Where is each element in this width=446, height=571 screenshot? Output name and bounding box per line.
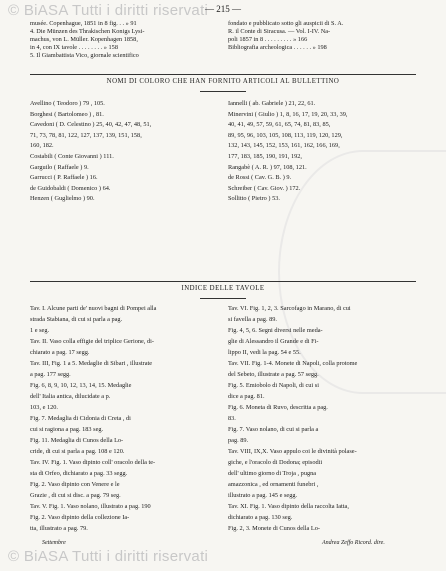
text-line: 83. [228, 415, 236, 422]
text-line: dell' Italia antica, dilucidate a p. [30, 393, 111, 400]
text-line: chiarato a pag. 17 segg. [30, 349, 90, 356]
text-line: Iannelli ( ab. Gabriele ) 21, 22, 61. [228, 100, 316, 107]
text-line: sta di Orfeo, dichiarato a pag. 33 segg. [30, 470, 128, 477]
text-line: Fig. 7. Medaglia di Cidonia di Creta , di [30, 415, 131, 422]
text-line: Fig. 7. Vaso nolano, di cui si parla a [228, 426, 319, 433]
text-line: Tav. XI. Fig. 1. Vaso dipinto della raccolta Iatta, [228, 503, 349, 510]
text-line: cride, di cui si parla a pag. 108 e 120. [30, 448, 125, 455]
footer-signature: Andrea Zeffo Ricord. dire. [322, 540, 385, 546]
text-line: 5. Il Giambattista Vico, giornale scientifico [30, 52, 139, 59]
watermark-top: © BiASA Tutti i diritti riservati [8, 2, 209, 19]
text-line: Tav. IV. Fig. 1. Vaso dipinto coll' oracolo della te- [30, 459, 156, 466]
text-line: cui si ragiona a pag. 183 seg. [30, 426, 104, 433]
text-line: Fig. 2, 3. Monete di Cunos della Lo- [228, 525, 320, 532]
text-line: Grazie , di cui si disc. a pag. 79 seg. [30, 492, 121, 499]
text-line: tta, illustrato a pag. 79. [30, 525, 88, 532]
text-line: 103, e 120. [30, 404, 58, 411]
text-line: R. il Conte di Siracusa. — Vol. I-IV. Na- [228, 28, 331, 35]
text-line: Rangabè ( A. R. ) 97, 108, 121. [228, 163, 307, 171]
text-line: 1 e seg. [30, 327, 50, 334]
text-line: Borghesi ( Bartolomeo ) , 81. [30, 110, 104, 118]
text-line: 160, 182. [30, 142, 54, 150]
text-line: musée. Copenhague, 1851 in 8 fig. . . » 91 [30, 20, 137, 27]
library-stamp [278, 150, 446, 394]
text-line: Garrucci ( P. Raffaele ) 16. [30, 174, 98, 182]
text-line: Tav. II. Vaso colla effigie del triplice Gerione, di- [30, 338, 154, 345]
text-line: Cavedoni ( D. Celestino ) 25, 40, 42, 47, 48, 51, [30, 121, 152, 129]
text-line: Avellino ( Teodoro ) 79 , 105. [30, 100, 105, 107]
text-line: Fig. 5. Emiobolo di Napoli, di cui si [228, 382, 319, 389]
text-line: 40, 41, 49, 57, 59, 61, 65, 74, 81, 83, 85, [228, 121, 331, 129]
text-line: Fig. 2. Vaso dipinto della collezione Ia- [30, 514, 130, 521]
page-number: — 215 — [205, 4, 241, 14]
text-line: machus, von L. Müller. Kopenhagen 1858, [30, 36, 138, 43]
text-line: del Sebeto, illustrate a pag. 57 segg. [228, 371, 319, 378]
text-line: Costabili ( Conte Giovanni ) 111. [30, 153, 114, 160]
text-line: si favella a pag. 89. [228, 316, 277, 323]
text-line: Garguilo ( Raffaele ) 9. [30, 163, 89, 171]
text-line: 89, 95, 96, 103, 105, 108, 113, 119, 120, 129, [228, 131, 343, 139]
text-line: Fig. 4, 5, 6. Segni diversi nelle meda- [228, 327, 323, 334]
text-line: a pag. 177 segg. [30, 371, 71, 378]
text-line: Tav. I. Alcune parti de' nuovi bagni di Pompei alla [30, 305, 157, 312]
text-line: Tav. VIII, IX,X. Vaso appulo coi le divinità polase- [228, 448, 357, 455]
text-line: fondato e pubblicato sotto gli auspicii di S. A. [228, 20, 344, 27]
watermark-bottom: © BiASA Tutti i diritti riservati [8, 548, 209, 565]
text-line: poli 1857 in 8 . . . . . . . . . » 166 [228, 36, 308, 43]
text-line: Sollitto ( Pietro ) 53. [228, 195, 280, 203]
text-line: Fig. 11. Medaglia di Cunos della Lo- [30, 437, 124, 444]
text-line: Bibliografia archeologica . . . . . . » 198 [228, 44, 327, 51]
section-divider [30, 281, 416, 282]
text-line: Fig. 6. Moneta di Ruvo, descritta a pag. [228, 404, 328, 411]
text-line: Henzen ( Guglielmo ) 90. [30, 195, 95, 203]
text-line: lippo II, vedi la pag. 54 e 55. [228, 349, 301, 356]
text-line: in 4, con IX tavole . . . . . . . . » 158 [30, 44, 118, 51]
text-line: illustrato a pag. 145 e segg. [228, 492, 298, 499]
text-line: 177, 183, 185, 190, 191, 192, [228, 153, 302, 160]
footer-month: Settembre [42, 540, 66, 546]
text-line: Tav. VI. Fig. 1, 2, 3. Sarcofago in Marano, di cui [228, 305, 351, 312]
text-line: 132, 143, 145, 152, 153, 161, 162, 166, 169, [228, 142, 340, 150]
contributors-heading: NOMI DI COLORO CHE HAN FORNITO ARTICOLI AL BULLETTINO [106, 78, 340, 85]
text-line: Minervini ( Giulio ) 1, 8, 16, 17, 19, 20, 33, 39, [228, 110, 348, 118]
text-line: Fig. 6, 8, 9, 10, 12, 13, 14, 15. Medaglie [30, 382, 132, 389]
text-line: dice a pag. 81. [228, 393, 265, 400]
text-line: dell' ultimo giorno di Troja , pugna [228, 470, 317, 477]
text-line: strada Stabiana, di cui si parla a pag. [30, 316, 123, 323]
text-line: Tav. III, Fig. 1 a 5. Medaglie di Sibari , illustrate [30, 360, 153, 367]
text-line: Fig. 2. Vaso dipinto con Venere e le [30, 481, 120, 488]
section-divider [30, 74, 416, 75]
text-line: 4. Die Münzen des Thrakischen Konigs Lysi- [30, 28, 145, 35]
text-line: de Guidobaldi ( Domenico ) 64. [30, 184, 111, 192]
text-line: Schreiber ( Cav. Giov. ) 172. [228, 184, 301, 192]
text-line: glie di Alessandro il Grande e di Fi- [228, 338, 319, 345]
text-line: amazzonica , ed ornamenti funebri , [228, 481, 319, 488]
text-line: de Rossi ( Cav. G. B. ) 9. [228, 174, 292, 182]
plates-heading: INDICE DELLE TAVOLE [181, 285, 265, 292]
heading-underline [200, 298, 246, 299]
text-line: dichiarato a pag. 130 seg. [228, 514, 293, 521]
text-line: giche, e l'oracolo di Dodona; episodii [228, 459, 323, 466]
heading-underline [200, 91, 246, 92]
text-line: 71, 73, 78, 81, 122, 127, 137, 139, 151, 158, [30, 131, 142, 139]
text-line: Tav. V. Fig. 1. Vaso nolano, illustrato a pag. 190 [30, 503, 151, 510]
text-line: Tav. VII. Fig. 1-4. Monete di Napoli, colla protome [228, 360, 358, 367]
text-line: pag. 89. [228, 437, 249, 444]
